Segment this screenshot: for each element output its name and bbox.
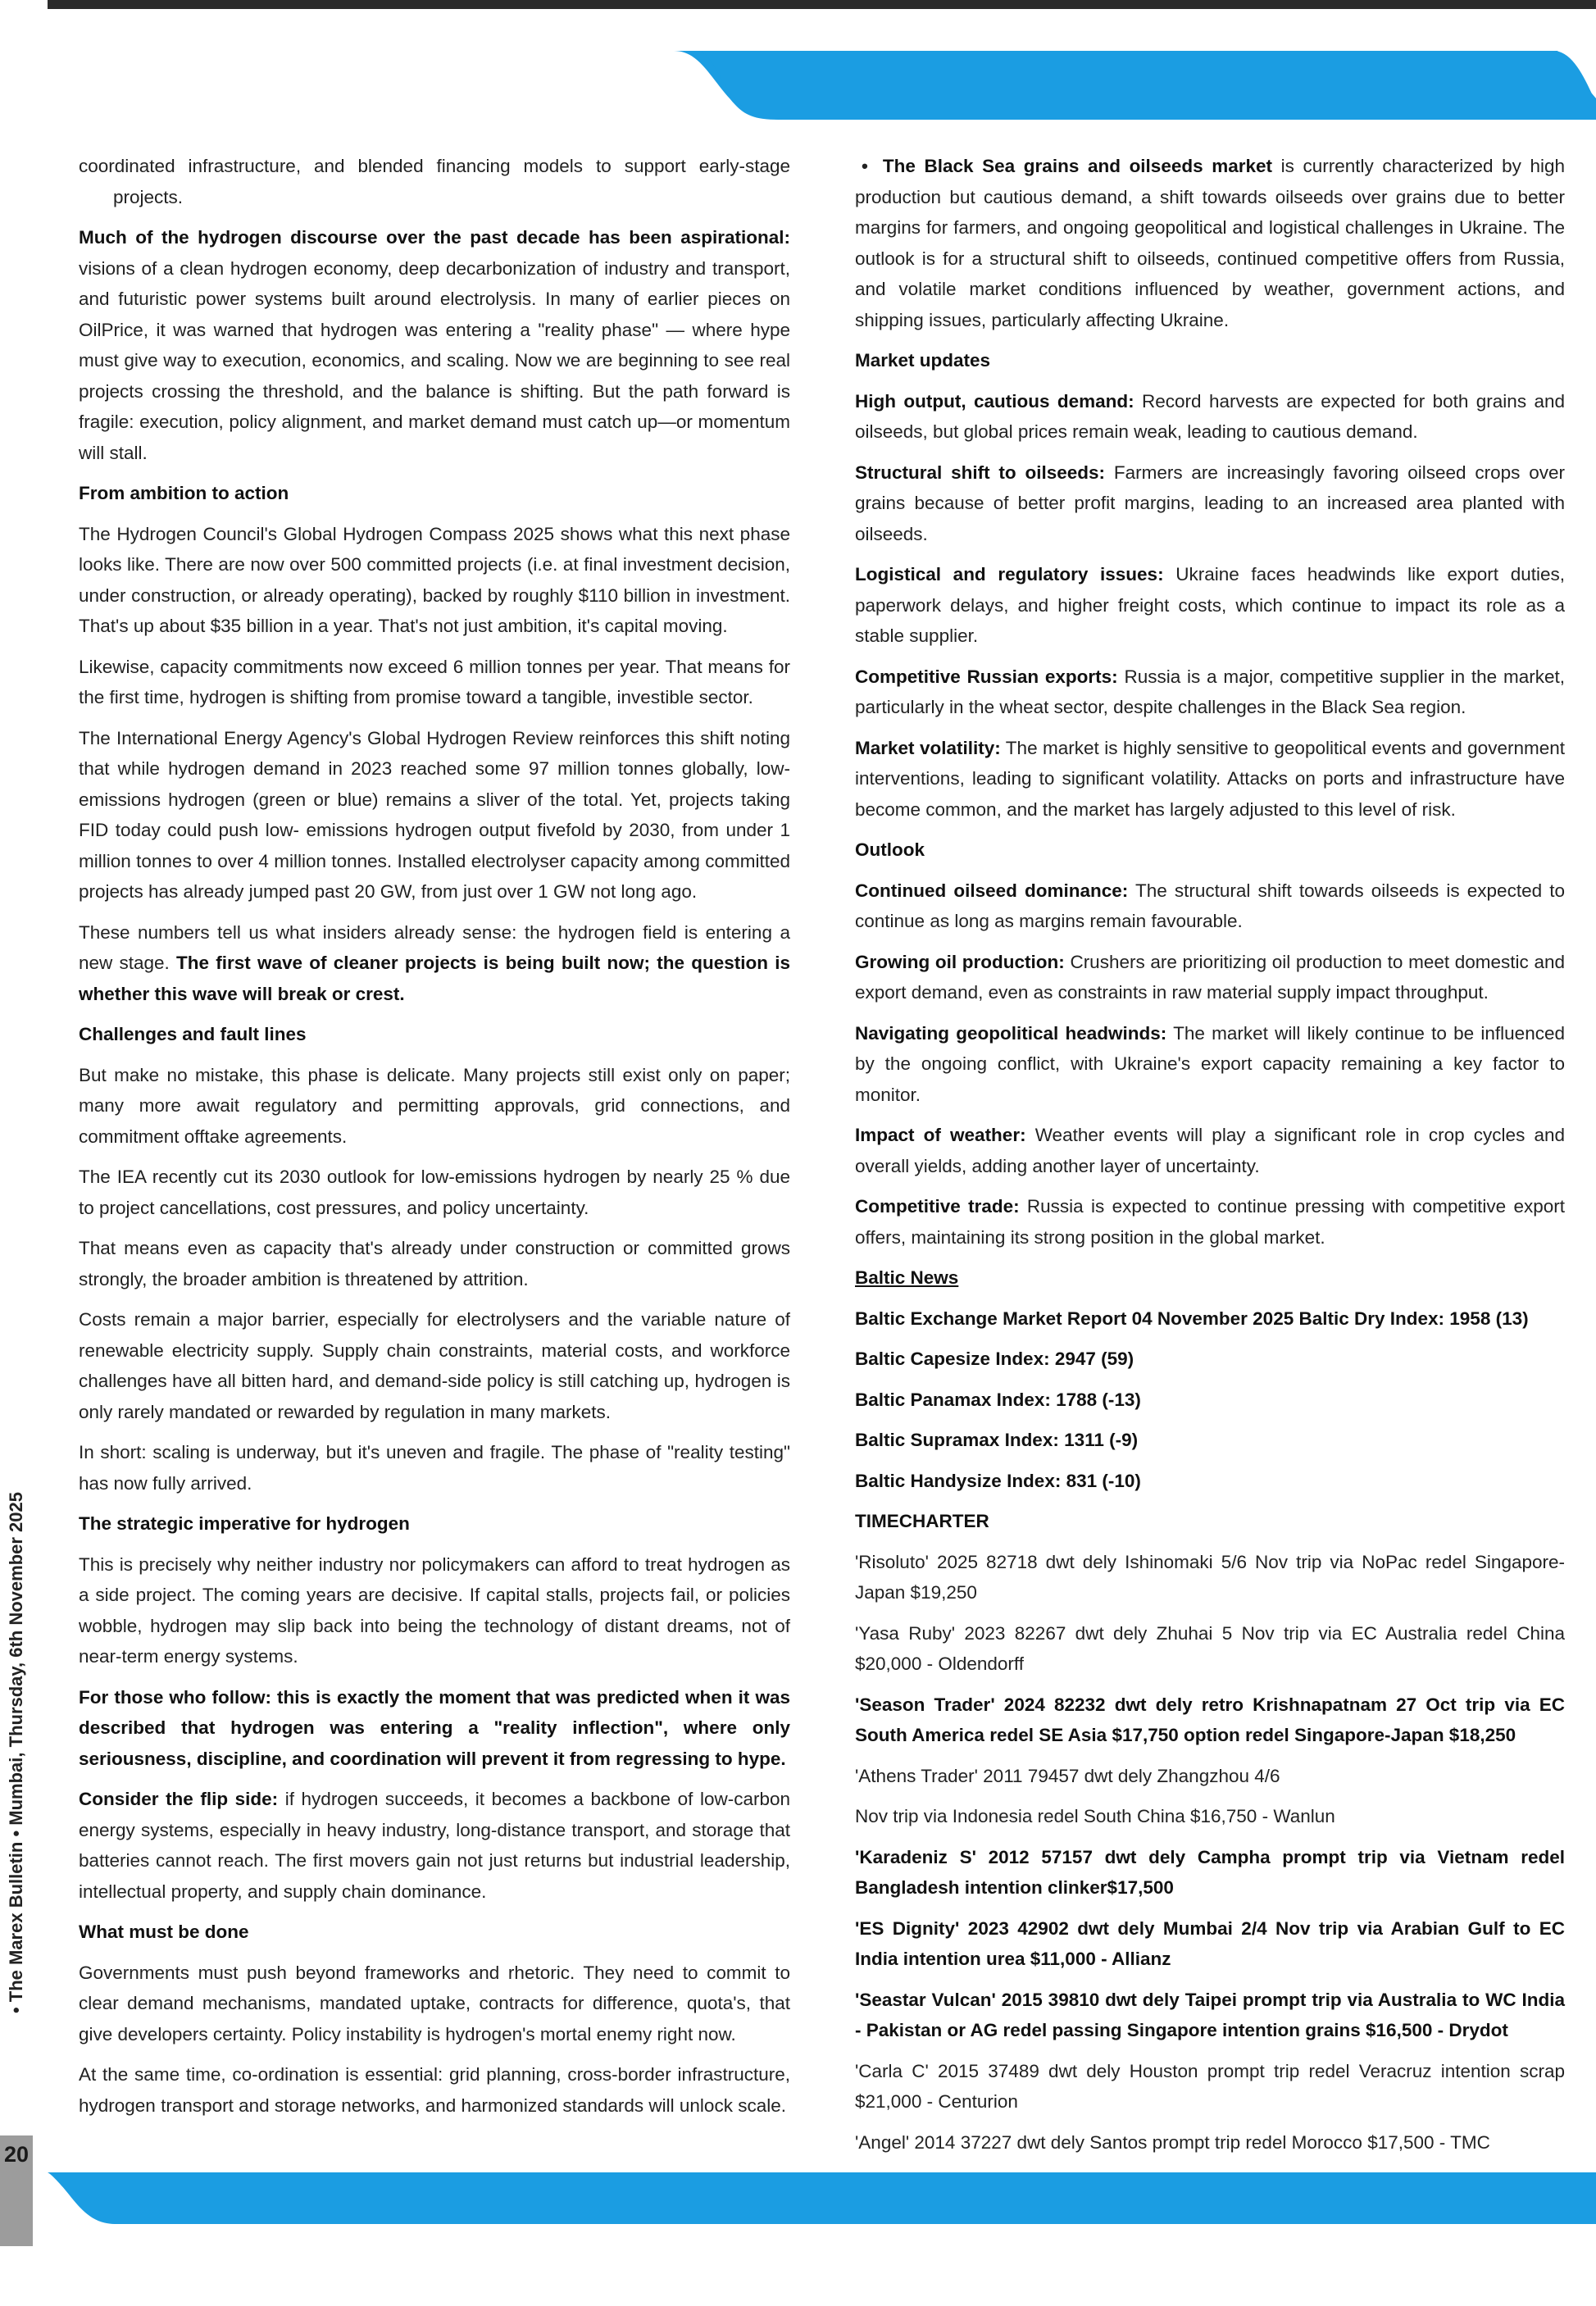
paragraph-iea-review: The International Energy Agency's Global Hydrogen Review reinforces this shift noting that while hydrogen demand in 2023 reached some 97 million tonnes globally, low-emissions hydrogen (green or blue) remains a sliver of the total. Yet, projects taking FID today could push low- emissions hydrogen output fivefold by 2030, from under 1 million tonnes to over 4 million tonnes. Installed electrolyser capacity among committed projects has already jumped past 20 GW, from just over 1 GW not long ago. bbox=[79, 727, 790, 902]
paragraph-capacity: Likewise, capacity commitments now exceed 6 million tonnes per year. That means for the first time, hydrogen is shifting from promise toward a tangible, investible sector. bbox=[79, 656, 790, 707]
competitive-trade-body: Russia is expected to continue pressing with competitive export offers, maintaining its strong position in the global market. bbox=[855, 1196, 1565, 1248]
masthead-text: • The Marex Bulletin • Mumbai, Thursday, 6th November 2025 bbox=[6, 1492, 26, 2014]
heading-what-must-be-done: What must be done bbox=[79, 1922, 249, 1942]
oilseed-dominance-body: The structural shift towards oilseeds is expected to continue as long as margins remain favourable. bbox=[855, 880, 1565, 931]
paragraph-russian-exports bbox=[855, 662, 1565, 723]
oil-production-lead: Growing oil production: bbox=[855, 951, 1065, 972]
baltic-dry-index: Baltic Exchange Market Report 04 November 2025 Baltic Dry Index: 1958 (13) bbox=[855, 1308, 1529, 1329]
baltic-capesize-index: Baltic Capesize Index: 2947 (59) bbox=[855, 1349, 1134, 1369]
competitive-trade-lead: Competitive trade: bbox=[855, 1196, 1020, 1217]
volatility-body: The market is highly sensitive to geopolitical events and government interventions, leading to significant volatility. Attacks on ports and infrastructure have become common, and the market has largely adjusted to this level of risk. bbox=[855, 737, 1565, 820]
aspirational-body: visions of a clean hydrogen economy, deep decarbonization of industry and transport, and futuristic power systems built around electrolysis. In many of earlier pieces on OilPrice, it was warned that hydrogen was entering a "reality phase" — where hype must give way to execution, economics, and scaling. Now we are beginning to see real projects crossing the threshold, and the balance is shifting. But the path forward is fragile: execution, policy alignment, and market demand must catch up—or momentum will stall. bbox=[79, 257, 790, 463]
logistical-body: Ukraine faces headwinds like export duties, paperwork delays, and higher freight costs, which continue to impact its role as a stable supplier. bbox=[855, 564, 1566, 646]
high-output-body: Record harvests are expected for both grains and oilseeds, but global prices remain weak, leading to cautious demand. bbox=[855, 390, 1565, 442]
black-sea-body: is currently characterized by high production but cautious demand, a shift towards oilseeds over grains due to better margins for farmers, and ongoing geopolitical and logistical challenges in Ukraine. The outlook is for a structural shift to oilseeds, continued competitive offers from Russia, and volatile market conditions influenced by weather, government actions, and shipping issues, particularly affecting Ukraine. bbox=[855, 156, 1565, 330]
logistical-lead: Logistical and regulatory issues: bbox=[855, 564, 1164, 584]
structural-shift-lead: Structural shift to oilseeds: bbox=[855, 462, 1106, 483]
paragraph-governments: Governments must push beyond frameworks and rhetoric. They need to commit to clear demand mechanisms, mandated uptake, contracts for difference, quota's, that give developers certainty. Policy instability is hydrogen's mortal enemy right now. bbox=[79, 1962, 790, 2044]
paragraph-competitive-trade bbox=[855, 1191, 1565, 1253]
timecharter-entry: 'Risoluto' 2025 82718 dwt dely Ishinomaki 5/6 Nov trip via NoPac redel Singapore-Japan $19,250 bbox=[855, 1551, 1565, 1603]
timecharter-heading: TIMECHARTER bbox=[855, 1511, 989, 1531]
paragraph-delicate-phase: But make no mistake, this phase is delicate. Many projects still exist only on paper; many more await regulatory and permitting approvals, grid connections, and commitment offtake agreements. bbox=[79, 1064, 790, 1147]
paragraph-iea-cut: The IEA recently cut its 2030 outlook for low-emissions hydrogen by nearly 25 % due to project cancellations, cost pressures, and policy uncertainty. bbox=[79, 1167, 790, 1218]
bullet-icon: • bbox=[862, 156, 868, 176]
timecharter-entry: 'Yasa Ruby' 2023 82267 dwt dely Zhuhai 5 Nov trip via EC Australia redel China $20,000 - Oldendorff bbox=[855, 1622, 1565, 1674]
paragraph-market-volatility bbox=[855, 733, 1565, 826]
volatility-lead: Market volatility: bbox=[855, 737, 1001, 758]
timecharter-entry: 'Season Trader' 2024 82232 dwt dely retro Krishnapatnam 27 Oct trip via EC South America redel SE Asia $17,750 option redel Singapore-Japan $18,250 bbox=[855, 1694, 1565, 1745]
paragraph-geopolitical bbox=[855, 1018, 1565, 1111]
left-article-column bbox=[79, 151, 790, 2131]
paragraph-costs: Costs remain a major barrier, especially for electrolysers and the variable nature of renewable electricity supply. Supply chain constraints, material costs, and workforce challenges have all bitten hard, and demand-side policy is still catching up, hydrogen is only rarely mandated or rewarded by regulation in many markets. bbox=[79, 1309, 790, 1422]
russian-exports-lead: Competitive Russian exports: bbox=[855, 666, 1118, 687]
paragraph-black-sea-market bbox=[855, 151, 1565, 335]
intro-continuation: coordinated infrastructure, and blended financing models to support early-stage projects. bbox=[79, 156, 790, 207]
heading-ambition-to-action: From ambition to action bbox=[79, 483, 289, 503]
russian-exports-body: Russia is a major, competitive supplier in the market, particularly in the wheat sector, despite challenges in the Black Sea region. bbox=[855, 666, 1565, 717]
paragraph-attrition: That means even as capacity that's already under construction or committed grows strongly, the broader ambition is threatened by attrition. bbox=[79, 1238, 790, 1289]
geopolitical-body: The market will likely continue to be influenced by the ongoing conflict, with Ukraine's export capacity remaining a key factor to monitor. bbox=[855, 1022, 1565, 1105]
paragraph-oilseed-dominance bbox=[855, 876, 1565, 937]
paragraph-high-output bbox=[855, 386, 1565, 448]
oil-production-body: Crushers are prioritizing oil production to meet domestic and export demand, even as constraints in raw material supply impact throughput. bbox=[855, 951, 1565, 1003]
black-sea-lead: The Black Sea grains and oilseeds market bbox=[882, 156, 1273, 176]
baltic-supramax-index: Baltic Supramax Index: 1311 (-9) bbox=[855, 1430, 1139, 1450]
timecharter-entry: 'Athens Trader' 2011 79457 dwt dely Zhangzhou 4/6 bbox=[855, 1765, 1280, 1786]
timecharter-entry: 'ES Dignity' 2023 42902 dwt dely Mumbai 2/4 Nov trip via Arabian Gulf to EC India intention urea $11,000 - Allianz bbox=[855, 1917, 1565, 1969]
paragraph-flip-side bbox=[79, 1784, 790, 1907]
paragraph-reality-testing: In short: scaling is underway, but it's uneven and fragile. The phase of "reality testing" has now fully arrived. bbox=[79, 1442, 790, 1494]
baltic-news-link[interactable]: Baltic News bbox=[855, 1267, 959, 1288]
aspirational-lead: Much of the hydrogen discourse over the past decade has been aspirational: bbox=[79, 227, 790, 248]
weather-lead: Impact of weather: bbox=[855, 1125, 1026, 1145]
paragraph-coordination: At the same time, co-ordination is essential: grid planning, cross-border infrastructure, hydrogen transport and storage networks, and harmonized standards will unlock scale. bbox=[79, 2064, 790, 2116]
paragraph-reality-inflection: For those who follow: this is exactly the moment that was predicted when it was described that hydrogen was entering a "reality inflection", where only seriousness, discipline, and coordination will prevent it from regressing to hype. bbox=[79, 1686, 790, 1769]
weather-body: Weather events will play a significant role in crop cycles and overall yields, adding another layer of uncertainty. bbox=[855, 1125, 1565, 1176]
paragraph-aspirational bbox=[79, 222, 790, 468]
paragraph-new-stage bbox=[79, 917, 790, 1010]
vertical-masthead bbox=[0, 1492, 33, 2246]
baltic-panamax-index: Baltic Panamax Index: 1788 (-13) bbox=[855, 1389, 1141, 1410]
new-stage-emphasis: The first wave of cleaner projects is being built now; the question is whether this wave will break or crest. bbox=[79, 953, 790, 1004]
paragraph-logistical-issues bbox=[855, 559, 1565, 652]
header-decorative-band bbox=[0, 0, 1596, 131]
baltic-handysize-index: Baltic Handysize Index: 831 (-10) bbox=[855, 1470, 1141, 1491]
high-output-lead: High output, cautious demand: bbox=[855, 390, 1134, 412]
timecharter-entry: 'Angel' 2014 37227 dwt dely Santos prompt trip redel Morocco $17,500 - TMC bbox=[855, 2131, 1490, 2153]
paragraph-oil-production bbox=[855, 947, 1565, 1008]
paragraph-hydrogen-council: The Hydrogen Council's Global Hydrogen Compass 2025 shows what this next phase looks like. There are now over 500 committed projects (i.e. at final investment decision, under construction, or already operating), backed by roughly $110 billion in investment. That's up about $35 billion in a year. That's not just ambition, it's capital moving. bbox=[79, 523, 790, 636]
baltic-news-heading bbox=[855, 1262, 1565, 1294]
timecharter-entry: 'Seastar Vulcan' 2015 39810 dwt dely Taipei prompt trip via Australia to WC India - Pakistan or AG redel passing Singapore intention grains $16,500 - Drydot bbox=[855, 1989, 1565, 2040]
heading-outlook: Outlook bbox=[855, 839, 925, 860]
oilseed-dominance-lead: Continued oilseed dominance: bbox=[855, 880, 1129, 901]
flip-side-lead: Consider the flip side: bbox=[79, 1789, 279, 1809]
heading-strategic-imperative: The strategic imperative for hydrogen bbox=[79, 1513, 410, 1534]
timecharter-entry: Nov trip via Indonesia redel South China $16,750 - Wanlun bbox=[855, 1806, 1335, 1826]
paragraph-weather bbox=[855, 1120, 1565, 1181]
right-article-column bbox=[855, 151, 1565, 2167]
timecharter-entry: 'Carla C' 2015 37489 dwt dely Houston prompt trip redel Veracruz intention scrap $21,000 - Centurion bbox=[855, 2060, 1565, 2112]
geopolitical-lead: Navigating geopolitical headwinds: bbox=[855, 1022, 1167, 1044]
new-stage-body: These numbers tell us what insiders already sense: the hydrogen field is entering a new stage. bbox=[79, 921, 790, 973]
paragraph-structural-shift bbox=[855, 457, 1565, 550]
heading-market-updates: Market updates bbox=[855, 350, 991, 371]
timecharter-entry: 'Karadeniz S' 2012 57157 dwt dely Campha prompt trip via Vietnam redel Bangladesh intention clinker$17,500 bbox=[855, 1846, 1565, 1898]
structural-shift-body: Farmers are increasingly favoring oilseed crops over grains because of better profit margins, leading to an increased area planted with oilseeds. bbox=[855, 462, 1565, 544]
page-number: 20 bbox=[3, 2142, 30, 2167]
flip-side-body: if hydrogen succeeds, it becomes a backbone of low-carbon energy systems, especially in heavy industry, long-distance transport, and storage that batteries cannot reach. The first movers gain not just returns but industrial leadership, intellectual property, and supply chain dominance. bbox=[79, 1789, 790, 1902]
paragraph-decisive-years: This is precisely why neither industry nor policymakers can afford to treat hydrogen as a side project. The coming years are decisive. If capital stalls, projects fail, or policies wobble, hydrogen may slip back into being the technology of distant dreams, not of near-term energy systems. bbox=[79, 1553, 790, 1667]
page-number-tab bbox=[0, 2135, 33, 2246]
heading-challenges: Challenges and fault lines bbox=[79, 1024, 307, 1044]
